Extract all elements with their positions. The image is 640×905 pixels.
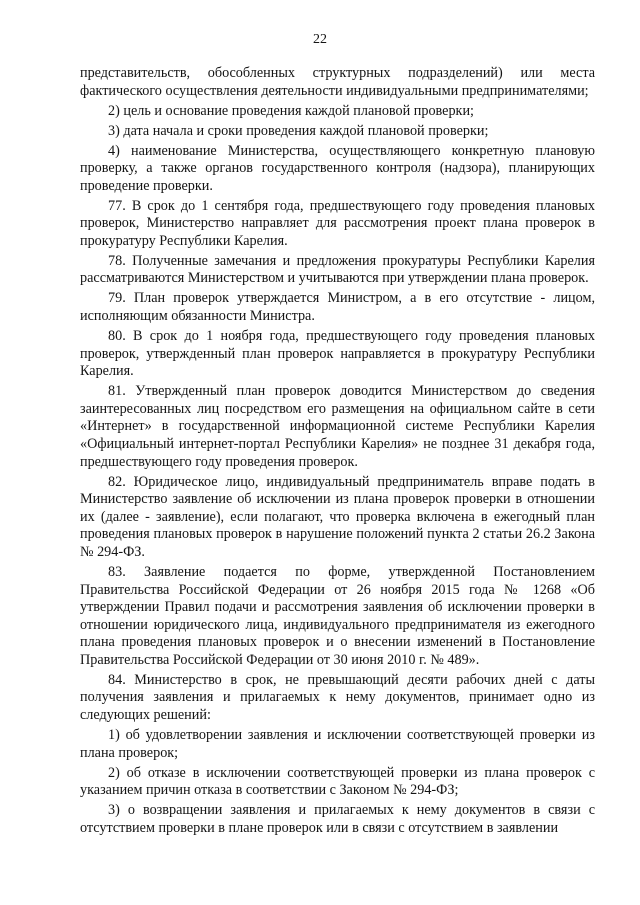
paragraph-80: 80. В срок до 1 ноября года, предшествующего году проведения плановых проверок, утвержденный план проверок направляется в прокуратуру Республики Карелия. [80,328,595,380]
paragraph-item-4: 4) наименование Министерства, осуществляющего конкретную плановую проверку, а также органов государственного контроля (надзора), планирующих проведение проверки. [80,142,595,194]
paragraph-79: 79. План проверок утверждается Министром, а в его отсутствие - лицом, исполняющим обязанности Министра. [80,290,595,325]
paragraph-77: 77. В срок до 1 сентября года, предшествующего году проведения плановых проверок, Министерство направляет для рассмотрения проект плана проверок в прокуратуру Республики Карелия. [80,197,595,249]
paragraph-84-option-1: 1) об удовлетворении заявления и исключении соответствующей проверки из плана проверок; [80,727,595,761]
paragraph-continuation: представительств, обособленных структурных подразделений) или места фактического осуществления деятельности индивидуальными предпринимателями; [80,65,595,99]
paragraph-84-option-2: 2) об отказе в исключении соответствующей проверки из плана проверок с указанием причин отказа в соответствии с Законом № 294-ФЗ; [80,764,595,799]
paragraph-81: 81. Утвержденный план проверок доводится Министерством до сведения заинтересованных лиц посредством его размещения на официальном сайте в сети «Интернет» в государственной информационной системе Республики Карелия «Официальный интернет-портал Республики Карелия» не позднее 31 декабря года, предшествующего году проведения проверок. [80,383,595,470]
paragraph-84-option-3: 3) о возвращении заявления и прилагаемых к нему документов в связи с отсутствием проверки в плане проверок или в связи с отсутствием в заявлении [80,802,595,836]
document-body [80,65,595,840]
paragraph-item-2: 2) цель и основание проведения каждой плановой проверки; [108,102,474,119]
page-number: 22 [313,32,327,47]
paragraph-84: 84. Министерство в срок, не превышающий десяти рабочих дней с даты получения заявления и прилагаемых к нему документов, принимает одно из следующих решений: [80,671,595,724]
paragraph-78: 78. Полученные замечания и предложения прокуратуры Республики Карелия рассматриваются Министерством и учитываются при утверждении плана проверок. [80,252,595,287]
paragraph-83: 83. Заявление подается по форме, утвержденной Постановлением Правительства Российской Федерации от 26 ноября 2015 года № 1268 «Об утверждении Правил подачи и рассмотрения заявления об исключении проверки в отношении юридического лица, индивидуального предпринимателя из ежегодного плана проведения плановых проверок и о внесении изменений в Постановление Правительства Российской Федерации от 30 июня 2010 г. № 489». [80,563,595,668]
paragraph-82: 82. Юридическое лицо, индивидуальный предприниматель вправе подать в Министерство заявление об исключении из плана проверок проверки в отношении их (далее - заявление), если полагают, что проверка включена в ежегодный план проведения плановых проверок в нарушение положений пункта 2 статьи 26.2 Закона № 294-ФЗ. [80,473,595,560]
paragraph-item-3: 3) дата начала и сроки проведения каждой плановой проверки; [108,122,489,139]
